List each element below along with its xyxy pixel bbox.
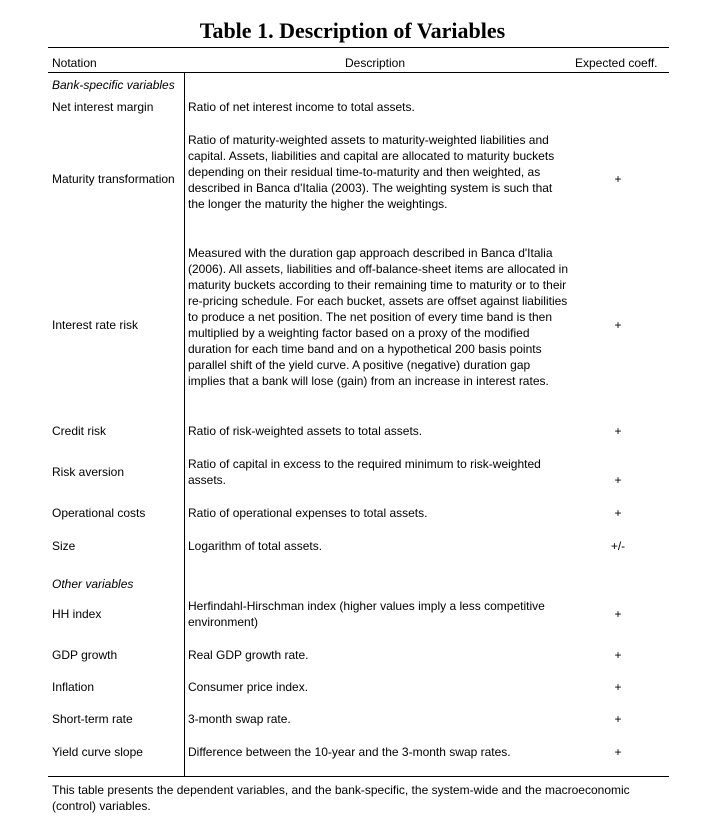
row-size-notation: Size [52, 539, 76, 553]
top-rule [48, 47, 669, 48]
row-risk-aversion-expected: + [614, 473, 622, 487]
row-credit-risk-notation: Credit risk [52, 424, 107, 438]
row-gdp-growth-notation: GDP growth [52, 648, 118, 662]
row-gdp-growth-description: Real GDP growth rate. [188, 648, 309, 662]
header-expected-coeff: Expected coeff. [575, 56, 658, 70]
row-hh-index-notation: HH index [52, 607, 102, 621]
row-operational-costs-notation: Operational costs [52, 506, 146, 520]
row-gdp-growth-expected: + [614, 648, 622, 662]
header-rule [48, 72, 669, 73]
row-net-interest-margin-description: Ratio of net interest income to total assets. [188, 100, 415, 114]
row-size-description: Logarithm of total assets. [188, 539, 323, 553]
row-inflation-description: Consumer price index. [188, 680, 309, 694]
row-risk-aversion-notation: Risk aversion [52, 465, 125, 479]
row-inflation-notation: Inflation [52, 680, 95, 694]
section-other-variables: Other variables [52, 577, 134, 591]
row-inflation-expected: + [614, 680, 622, 694]
header-notation: Notation [52, 56, 97, 70]
table-footnote: This table presents the dependent variables, and the bank-specific, the system-wide and the macroeconomic (control) variables. [52, 783, 630, 813]
row-hh-index-expected: + [614, 607, 622, 621]
row-size-expected: +/- [610, 539, 626, 553]
row-maturity-transformation-expected: + [614, 172, 622, 186]
bottom-rule [48, 776, 669, 777]
row-yield-curve-slope-expected: + [614, 745, 622, 759]
row-short-term-rate-notation: Short-term rate [52, 712, 133, 726]
row-yield-curve-slope-notation: Yield curve slope [52, 745, 143, 759]
column-divider [184, 73, 185, 776]
row-operational-costs-expected: + [614, 506, 622, 520]
row-maturity-transformation-notation: Maturity transformation [52, 172, 175, 186]
row-interest-rate-risk-description: Measured with the duration gap approach described in Banca d'Italia (2006). All assets, liabilities and off-balance-sheet items are allocated in maturity buckets according to their remaining time to maturity or to their re-pricing schedule. For each bucket, assets are offset against liabilities to produce a net position. The net position of every time band is then multiplied by a weighting factor based on a proxy of the modified duration for each time band and on a hypothetical 200 basis points parallel shift of the yield curve. A positive (negative) duration gap implies that a bank will lose (gain) from an increase in interest rates. [188, 246, 568, 388]
section-bank-specific: Bank-specific variables [52, 78, 175, 92]
row-credit-risk-description: Ratio of risk-weighted assets to total assets. [188, 424, 423, 438]
row-operational-costs-description: Ratio of operational expenses to total assets. [188, 506, 428, 520]
row-yield-curve-slope-description: Difference between the 10-year and the 3-month swap rates. [188, 745, 511, 759]
row-credit-risk-expected: + [614, 424, 622, 438]
header-description: Description [345, 56, 406, 70]
row-hh-index-description: Herfindahl-Hirschman index (higher values imply a less competitive environment) [188, 599, 545, 629]
row-risk-aversion-description: Ratio of capital in excess to the required minimum to risk-weighted assets. [188, 457, 541, 487]
table-title: Table 1. Description of Variables [199, 18, 506, 43]
row-maturity-transformation-description: Ratio of maturity-weighted assets to maturity-weighted liabilities and capital. Assets, liabilities and capital are allocated to maturity buckets depending on their residual time-to-maturity and then weighted, as described in Banca d'Italia (2003). The weighting system is such that the longer the maturity the higher the weightings. [188, 133, 555, 211]
row-short-term-rate-expected: + [614, 712, 622, 726]
row-interest-rate-risk-expected: + [614, 318, 622, 332]
row-short-term-rate-description: 3-month swap rate. [188, 712, 291, 726]
row-interest-rate-risk-notation: Interest rate risk [52, 318, 139, 332]
row-net-interest-margin-notation: Net interest margin [52, 100, 154, 114]
